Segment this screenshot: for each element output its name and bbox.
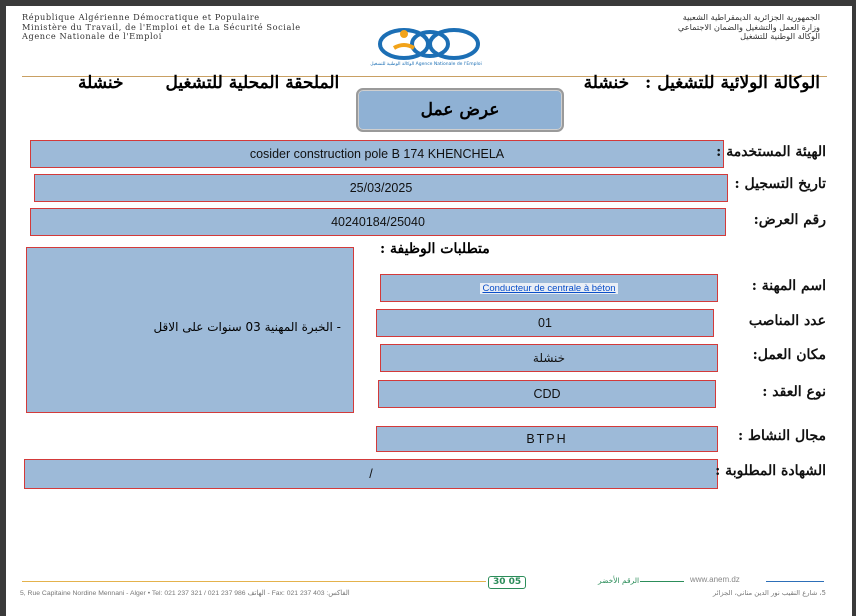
green-number-badge: 30 05 [488, 576, 526, 589]
contract-field: CDD [378, 380, 716, 408]
sector-label: مجال النشاط : [738, 428, 826, 444]
header-ar-line3: الوكالة الوطنية للتشغيل [740, 31, 820, 41]
job-label: اسم المهنة : [751, 278, 826, 294]
header-ar-line2: وزارة العمل والتشغيل والضمان الاجتماعي [677, 21, 820, 32]
offer-title: عرض عمل [356, 88, 564, 132]
left-border [0, 0, 6, 616]
header-french [22, 13, 301, 42]
diploma-label: الشهادة المطلوبة : [715, 463, 826, 479]
footer-line-green [640, 581, 684, 582]
workplace-field: خنشلة [380, 344, 718, 372]
website-link[interactable]: www.anem.dz [690, 575, 740, 584]
top-border [0, 0, 856, 6]
header-ar-line1: الجمهورية الجزائرية الديمقراطية الشعبية [682, 12, 820, 22]
experience-box [26, 247, 354, 413]
requirements-label: متطلبات الوظيفة : [380, 241, 490, 257]
job-link[interactable]: Conducteur de centrale à béton [482, 282, 616, 294]
contract-label: نوع العقد : [762, 384, 826, 400]
positions-field: 01 [376, 309, 714, 337]
local-agency-line [78, 73, 339, 93]
wilaya-agency-label: الوكالة الولائية للتشغيل : [645, 73, 820, 93]
header-fr-line1: République Algérienne Démocratique et Populaire [22, 12, 260, 22]
employer-field: cosider construction pole B 174 KHENCHELA [30, 140, 724, 168]
header-fr-line2: Ministère du Travail, de l'Emploi et de La Sécurité Sociale [22, 21, 301, 32]
right-border [852, 0, 856, 616]
header-arabic [678, 13, 820, 42]
footer-address-fr: 5, Rue Capitaine Nordine Mennani - Alger • Tel: 021 237 321 / 021 237 986 الهاتف - Fax: 021 237 403 :الفاكس [20, 590, 350, 597]
positions-label: عدد المناصب [748, 313, 826, 329]
employer-label: الهيئة المستخدمة : [716, 144, 826, 160]
offer-number-field: 40240184/25040 [30, 208, 726, 236]
footer-line-gold [22, 581, 486, 582]
footer-line-blue [766, 581, 824, 582]
header-fr-line3: Agence Nationale de l'Emploi [22, 31, 162, 41]
green-number-label: الرقم الأخضر [598, 576, 640, 585]
workplace-label: مكان العمل: [752, 347, 826, 363]
local-agency-value: خنشلة [78, 73, 124, 93]
registration-date-label: تاريخ التسجيل : [734, 176, 826, 192]
footer-address-ar: 5، شارع النقيب نور الدين مناني، الجزائر [712, 589, 826, 597]
registration-date-field: 25/03/2025 [34, 174, 728, 202]
local-agency-label: الملحقة المحلية للتشغيل [165, 73, 340, 93]
job-field [380, 274, 718, 302]
wilaya-agency-line [584, 73, 820, 93]
diploma-field: / [24, 459, 718, 489]
sector-field: BTPH [376, 426, 718, 452]
experience-text: - الخبرة المهنية 03 سنوات على الاقل [153, 320, 341, 334]
offer-number-label: رقم العرض: [753, 212, 826, 228]
logo-caption: الوكالة الوطنية للتشغيل Agence Nationale de l'Emploi [370, 62, 482, 67]
wilaya-agency-value: خنشلة [583, 73, 630, 93]
